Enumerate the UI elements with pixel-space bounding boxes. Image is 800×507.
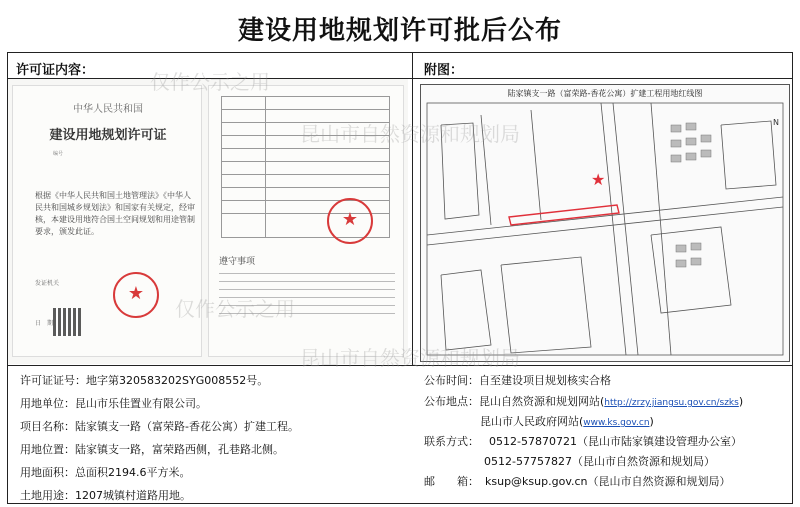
page-title: 建设用地规划许可批后公布 — [237, 16, 562, 46]
publish-place-2 — [480, 413, 654, 429]
nature-resources-link[interactable]: http://zrzy.jiangsu.gov.cn/szks — [604, 398, 739, 408]
place2-close: ) — [649, 415, 654, 428]
map-label: 附图： — [424, 63, 464, 78]
divider — [412, 52, 413, 365]
email-value: ksup@ksup.gov.cn（昆山市自然资源和规划局） — [485, 475, 731, 488]
svg-text:N: N — [773, 118, 779, 127]
publish-time-label: 公布时间： — [424, 374, 479, 387]
publish-time — [424, 372, 611, 388]
publish-place-1 — [424, 393, 743, 409]
publish-time-value: 自至建设项目规划核实合格 — [479, 374, 611, 387]
permit-label: 许可证内容： — [16, 63, 95, 78]
email — [424, 473, 731, 489]
certificate-body: 根据《中华人民共和国土地管理法》《中华人民共和国城乡规划法》和国家有关规定，经审核，本建设用地符合国土空间规划和用途管制要求，颁发此证。 — [35, 191, 195, 236]
official-seal-icon: ★ — [113, 272, 159, 318]
watermark: 仅作公示之用 — [175, 297, 295, 321]
certificate-front — [12, 85, 202, 357]
land-user: 用地单位：昆山市乐佳置业有限公司。 — [20, 397, 207, 410]
place1-text: 昆山自然资源和规划网站( — [479, 395, 605, 408]
certificate-gov: 中华人民共和国 — [73, 104, 143, 115]
svg-text:★: ★ — [591, 170, 606, 189]
site-boundary — [509, 205, 619, 225]
watermark: 昆山市自然资源和规划局 — [300, 346, 520, 370]
certificate-org: 发证机关 — [35, 280, 60, 287]
land-use: 土地用途：1207城镇村道路用地。 — [20, 489, 191, 502]
map-title: 陆家镇支一路（富荣路-香花公寓）扩建工程用地红线图 — [507, 89, 703, 98]
contact-2: 0512-57757827（昆山市自然资源和规划局） — [484, 455, 715, 468]
publish-place-label: 公布地点： — [424, 395, 479, 408]
project-name: 项目名称：陆家镇支一路（富荣路-香花公寓）扩建工程。 — [20, 420, 299, 433]
contact-label: 联系方式： — [424, 435, 479, 448]
place2-text: 昆山市人民政府网站( — [480, 415, 584, 428]
land-area: 用地面积：总面积2194.6平方米。 — [20, 466, 191, 479]
qr-code-icon — [53, 308, 81, 336]
government-site-link[interactable]: www.ks.gov.cn — [583, 418, 650, 428]
permit-number: 许可证证号：地字第320583202SYG008552号。 — [20, 374, 269, 387]
notice-title: 遵守事项 — [219, 257, 256, 267]
watermark: 仅作公示之用 — [150, 70, 270, 94]
official-seal-icon: ★ — [327, 198, 373, 244]
land-location: 用地位置：陆家镇支一路，富荣路西侧，孔巷路北侧。 — [20, 443, 284, 456]
email-label: 邮 箱： — [424, 475, 479, 488]
certificate-number-label: 编号 — [53, 151, 64, 157]
watermark: 昆山市自然资源和规划局 — [300, 122, 520, 146]
certificate-title: 建设用地规划许可证 — [49, 128, 167, 143]
contact-1-value: 0512-57870721（昆山市陆家镇建设管理办公室） — [489, 435, 742, 448]
certificate-date: 日 期 — [35, 320, 54, 327]
contact-1 — [424, 433, 742, 449]
place1-close: ) — [738, 395, 744, 408]
